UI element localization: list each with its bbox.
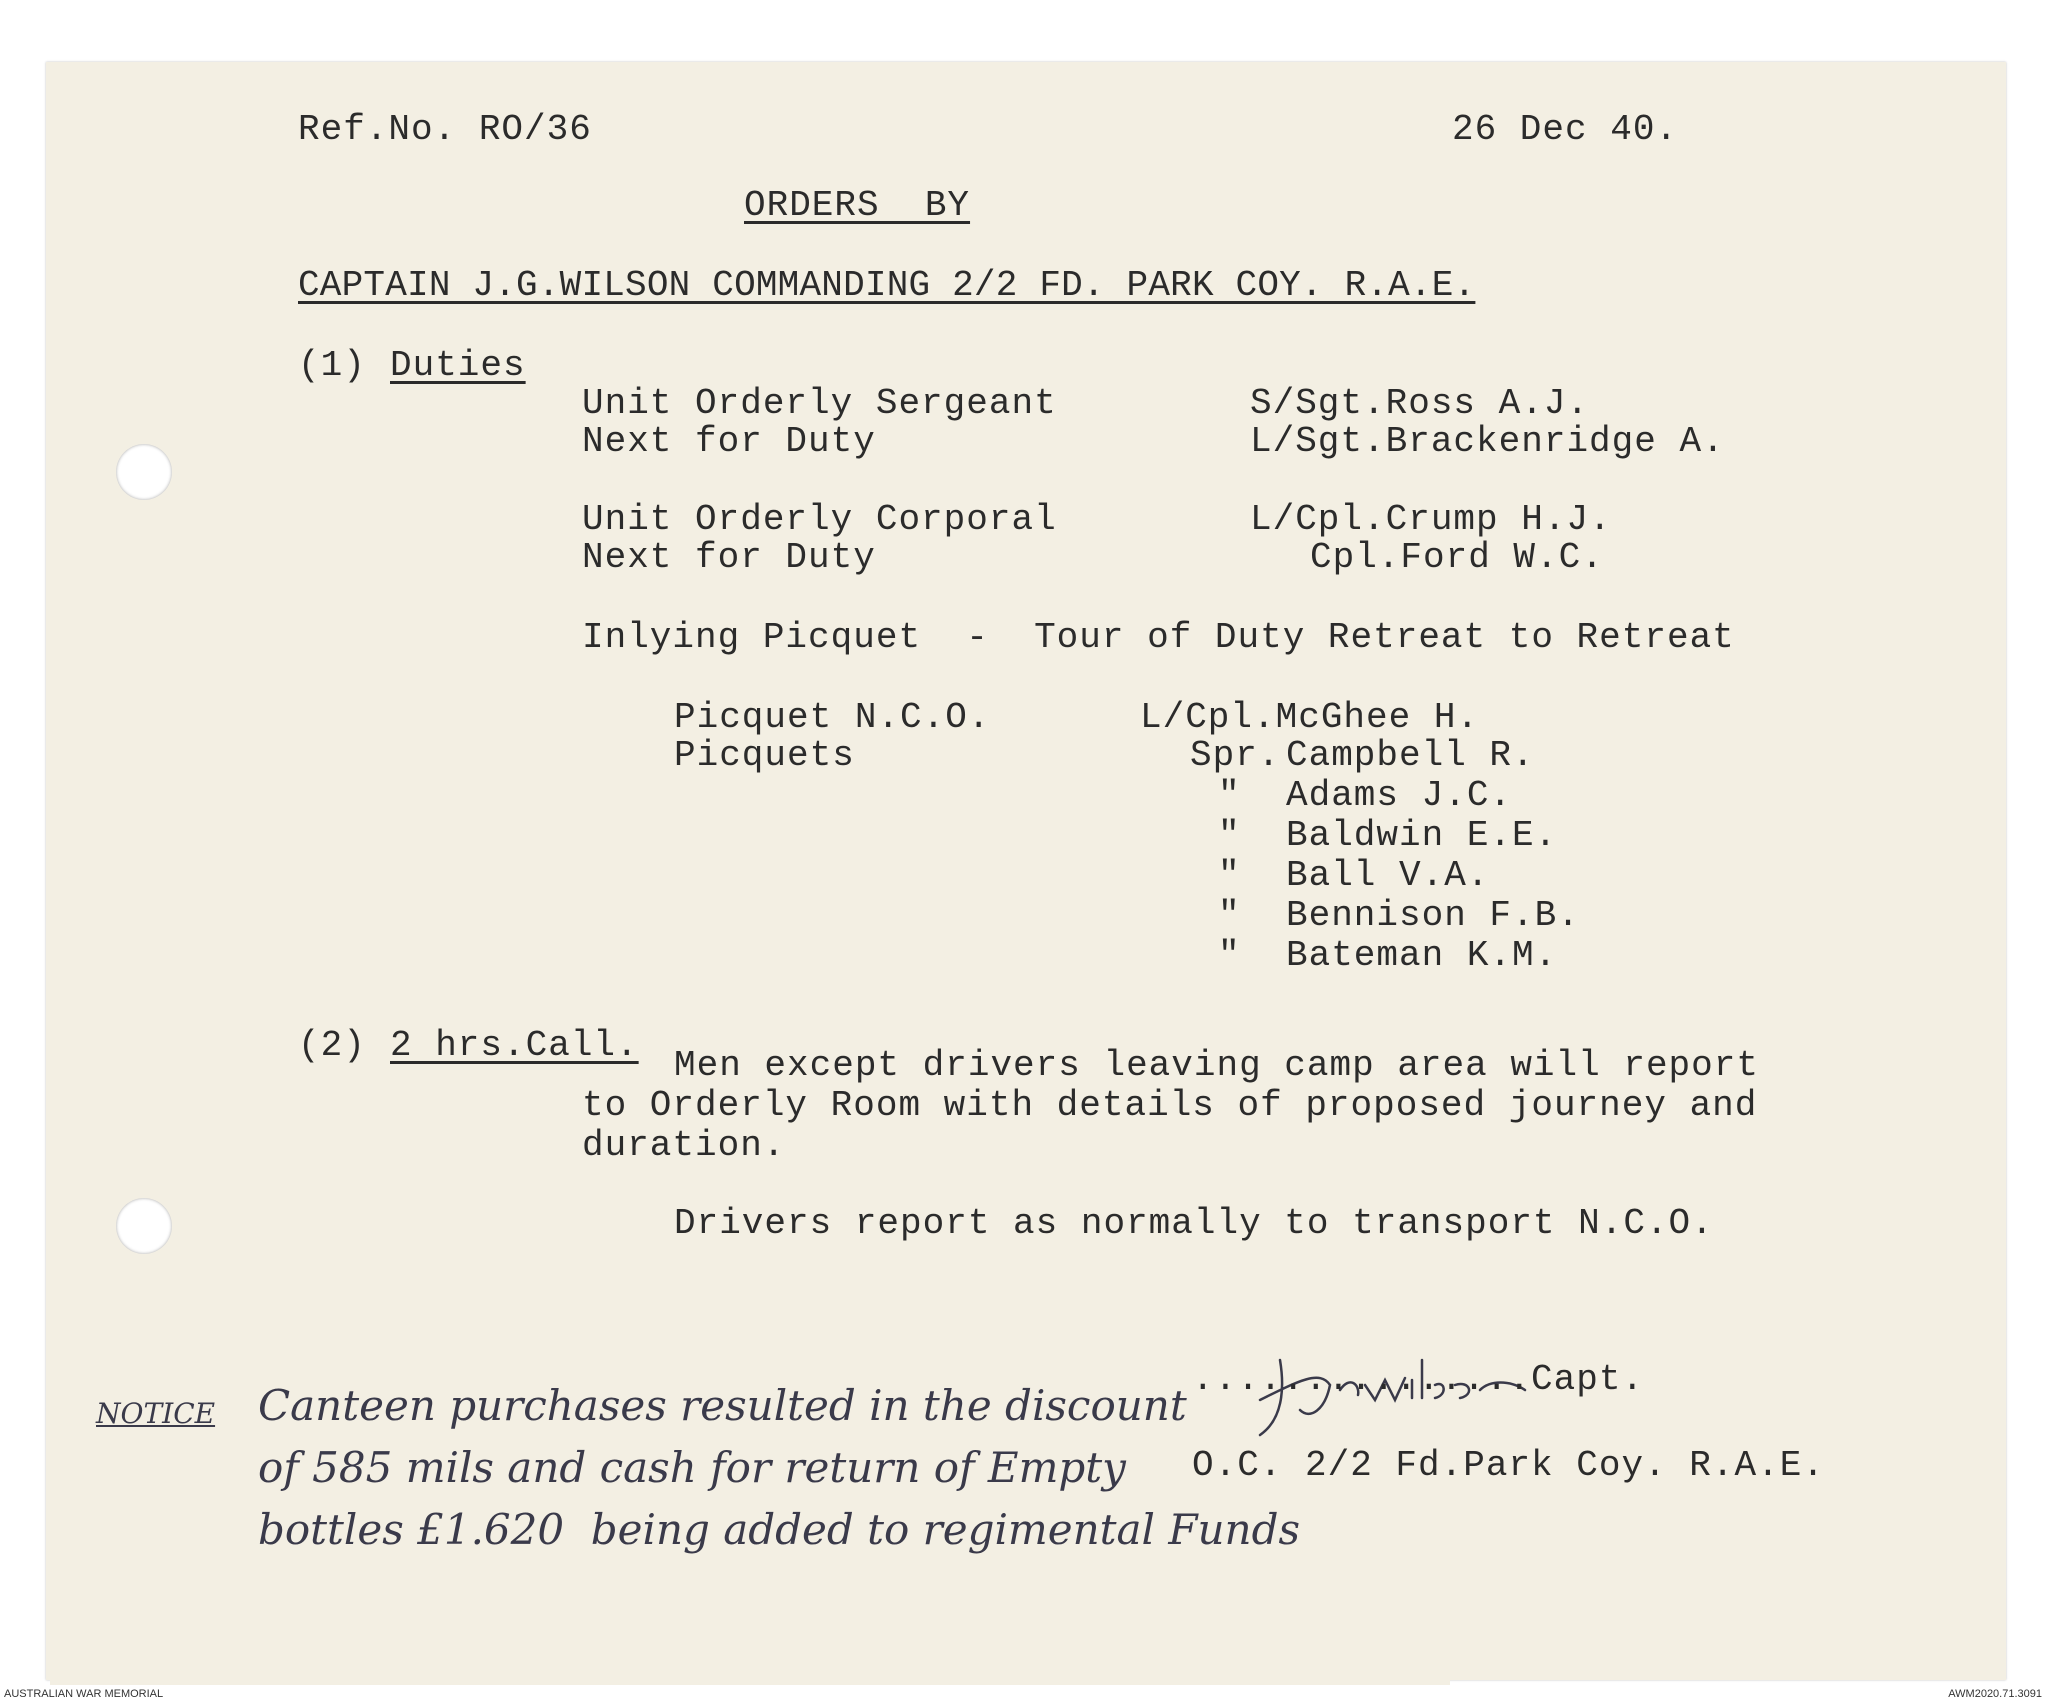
notice-line: bottles £1.620 being added to regimental Funds: [258, 1505, 1301, 1554]
picquet-name: Bateman K.M.: [1286, 935, 1558, 976]
notice-label: NOTICE: [96, 1397, 216, 1430]
picquet-name: Baldwin E.E.: [1286, 815, 1558, 856]
section-heading-duties: Duties: [390, 345, 526, 386]
picquet-rank: ": [1218, 855, 1241, 896]
commanding-officer-heading: CAPTAIN J.G.WILSON COMMANDING 2/2 FD. PARK COY. R.A.E.: [298, 265, 1476, 306]
notice-line: Canteen purchases resulted in the discount: [258, 1381, 1187, 1430]
picquet-name: Adams J.C.: [1286, 775, 1513, 816]
punch-hole: [116, 1198, 172, 1254]
paper-torn-edge: [50, 1535, 1450, 1685]
duty-name: L/Sgt.Brackenridge A.: [1250, 421, 1725, 462]
section-number: (2): [298, 1025, 389, 1066]
picquet-tour-line: Inlying Picquet - Tour of Duty Retreat to Retreat: [582, 617, 1735, 658]
picquet-name: Ball V.A.: [1286, 855, 1490, 896]
notice-line: of 585 mils and cash for return of Empty: [258, 1443, 1126, 1492]
picquets-label: Picquets: [674, 735, 855, 776]
call-paragraph-line: duration.: [582, 1125, 786, 1166]
signature-dots-capt: ...............Capt.: [1192, 1359, 1645, 1400]
duty-role: Unit Orderly Corporal: [582, 499, 1057, 540]
picquet-rank: Spr.: [1190, 735, 1281, 776]
picquet-rank: ": [1218, 895, 1241, 936]
picquet-rank: ": [1218, 815, 1241, 856]
picquet-nco-label: Picquet N.C.O.: [674, 697, 991, 738]
duty-name: L/Cpl.Crump H.J.: [1250, 499, 1612, 540]
duty-role: Unit Orderly Sergeant: [582, 383, 1057, 424]
reference-number: Ref.No. RO/36: [298, 109, 592, 150]
duty-name: Cpl.Ford W.C.: [1310, 537, 1604, 578]
footer-accession-number: AWM2020.71.3091: [1948, 1688, 2042, 1700]
picquet-nco-name: L/Cpl.McGhee H.: [1140, 697, 1480, 738]
signature-title: O.C. 2/2 Fd.Park Coy. R.A.E.: [1192, 1445, 1825, 1486]
orders-title: ORDERS BY: [744, 185, 971, 226]
picquet-rank: ": [1218, 775, 1241, 816]
picquet-name: Campbell R.: [1286, 735, 1535, 776]
drivers-paragraph: Drivers report as normally to transport N.C.O.: [674, 1203, 1714, 1244]
punch-hole: [116, 444, 172, 500]
call-paragraph-line: Men except drivers leaving camp area will report: [674, 1045, 1759, 1086]
document-date: 26 Dec 40.: [1452, 109, 1679, 150]
section-number: (1): [298, 345, 389, 386]
footer-archive-name: AUSTRALIAN WAR MEMORIAL: [4, 1688, 164, 1700]
picquet-name: Bennison F.B.: [1286, 895, 1580, 936]
duty-role: Next for Duty: [582, 537, 876, 578]
section-heading-call: 2 hrs.Call.: [390, 1025, 639, 1066]
duty-role: Next for Duty: [582, 421, 876, 462]
picquet-rank: ": [1218, 935, 1241, 976]
call-paragraph-line: to Orderly Room with details of proposed journey and: [582, 1085, 1758, 1126]
duty-name: S/Sgt.Ross A.J.: [1250, 383, 1590, 424]
